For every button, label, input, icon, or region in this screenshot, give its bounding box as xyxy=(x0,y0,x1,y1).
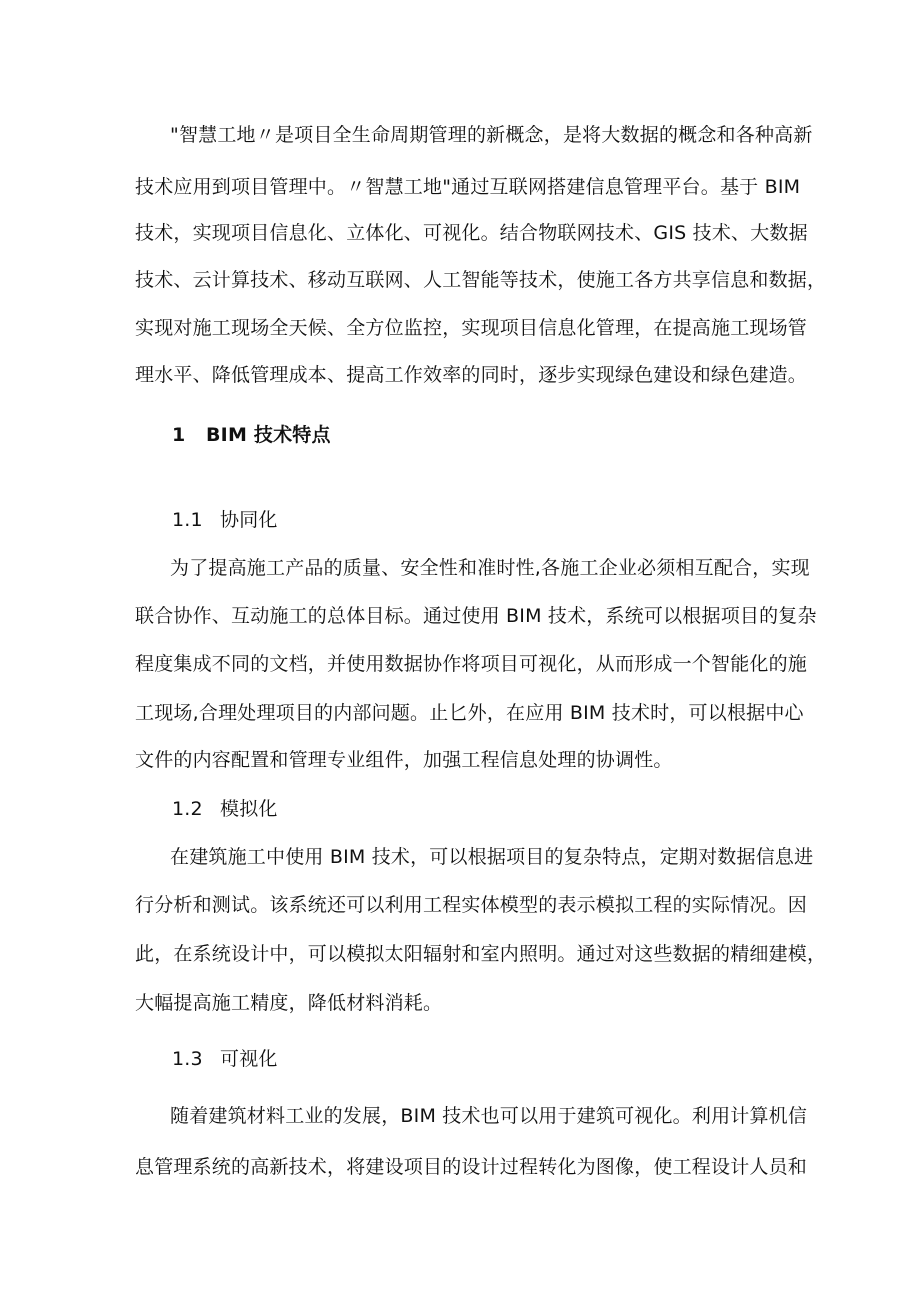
section-1-title: BIM 技术特点 xyxy=(206,424,331,446)
intro-line-1: "智慧工地〃是项目全生命周期管理的新概念，是将大数据的概念和各种高新 xyxy=(170,124,813,146)
subsection-1-3-number: 1.3 xyxy=(172,1048,203,1070)
subsection-1-3-title: 可视化 xyxy=(220,1048,278,1070)
s11-line-4: 工现场,合理处理项目的内部问题。止匕外，在应用 BIM 技术时，可以根据中心 xyxy=(135,702,804,724)
s12-line-4: 大幅提高施工精度，降低材料消耗。 xyxy=(135,992,443,1014)
subsection-1-3-heading xyxy=(172,1047,278,1071)
subsection-1-2-number: 1.2 xyxy=(172,798,203,820)
s13-line-1: 随着建筑材料工业的发展，BIM 技术也可以用于建筑可视化。利用计算机信 xyxy=(170,1105,808,1127)
intro-line-4: 技术、云计算技术、移动互联网、人工智能等技术，使施工各方共享信息和数据， xyxy=(135,269,827,291)
s11-line-2: 联合协作、互动施工的总体目标。通过使用 BIM 技术，系统可以根据项目的复杂 xyxy=(135,605,817,627)
intro-line-2: 技术应用到项目管理中。〃智慧工地"通过互联网搭建信息管理平台。基于 BIM xyxy=(135,176,801,198)
subsection-1-2-title: 模拟化 xyxy=(220,798,278,820)
subsection-1-2-heading xyxy=(172,797,278,821)
s12-line-3: 此，在系统设计中，可以模拟太阳辐射和室内照明。通过对这些数据的精细建模， xyxy=(135,943,827,965)
section-1-heading xyxy=(172,423,331,447)
intro-line-6: 理水平、降低管理成本、提高工作效率的同时，逐步实现绿色建设和绿色建造。 xyxy=(135,364,808,386)
intro-line-5: 实现对施工现场全天候、全方位监控，实现项目信息化管理，在提高施工现场管 xyxy=(135,317,808,339)
s12-line-2: 行分析和测试。该系统还可以利用工程实体模型的表示模拟工程的实际情况。因 xyxy=(135,894,808,916)
s11-line-1: 为了提高施工产品的质量、安全性和准时性,各施工企业必须相互配合，实现 xyxy=(170,557,810,579)
s13-line-2: 息管理系统的高新技术，将建设项目的设计过程转化为图像，使工程设计人员和 xyxy=(135,1156,808,1178)
section-1-number: 1 xyxy=(172,424,186,446)
subsection-1-1-title: 协同化 xyxy=(220,509,278,531)
intro-line-3: 技术，实现项目信息化、立体化、可视化。结合物联网技术、GIS 技术、大数据 xyxy=(135,222,808,244)
subsection-1-1-number: 1.1 xyxy=(172,509,203,531)
s11-line-5: 文件的内容配置和管理专业组件，加强工程信息处理的协调性。 xyxy=(135,749,673,771)
s11-line-3: 程度集成不同的文档，并使用数据协作将项目可视化，从而形成一个智能化的施 xyxy=(135,653,808,675)
s12-line-1: 在建筑施工中使用 BIM 技术，可以根据项目的复杂特点，定期对数据信息进 xyxy=(170,846,814,868)
subsection-1-1-heading xyxy=(172,508,278,532)
